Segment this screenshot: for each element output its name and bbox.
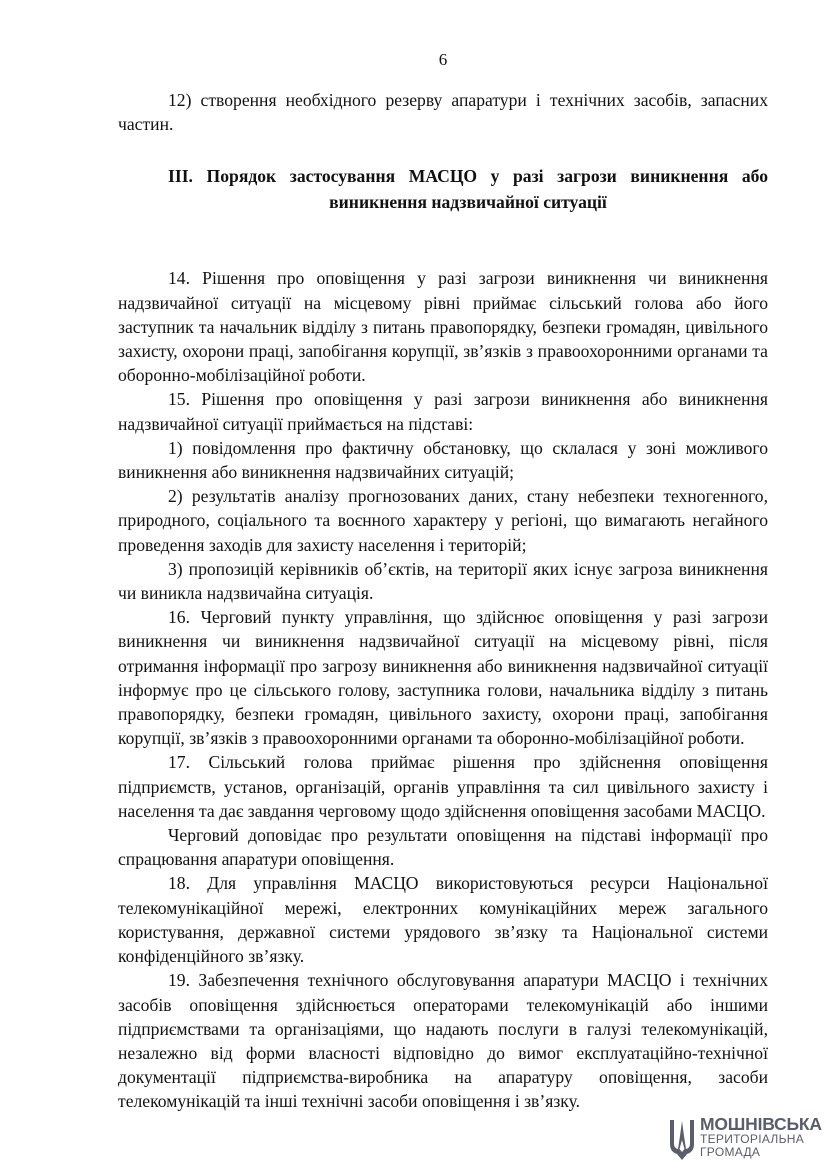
logo-line2: ТЕРИТОРІАЛЬНА (700, 1132, 805, 1146)
section-heading: ІІІ. Порядок застосування МАСЦО у разі загрози виникнення або виникнення надзвичайної ситуації (168, 166, 768, 213)
paragraph-18: 18. Для управління МАСЦО використовуються ресурси Національної телекомунікаційної мережі, електронних комунікаційних мереж загального користування, державної системи урядового зв’язку та Національної системи конфіденційного зв’язку. (118, 873, 768, 967)
paragraph-15: 15. Рішення про оповіщення у разі загрози виникнення або виникнення надзвичайної ситуації приймається на підставі: (118, 389, 768, 434)
logo-text (700, 1115, 822, 1159)
paragraph-14: 14. Рішення про оповіщення у разі загрози виникнення чи виникнення надзвичайної ситуації на місцевому рівні приймає сільський голова або його заступник та начальник відділу з питань правопорядку, безпеки громадян, цивільного захисту, охорони праці, запобігання корупції, зв’язків з правоохоронними органами та оборонно-мобілізаційної роботи. (118, 268, 768, 386)
list-item-12: 12) створення необхідного резерву апаратури і технічних засобів, запасних частин. (118, 90, 768, 135)
community-logo (668, 1114, 822, 1163)
paragraph-16: 16. Черговий пункту управління, що здійснює оповіщення у разі загрози виникнення чи виникнення надзвичайної ситуації на місцевому рівні, після отримання інформації про загрозу виникнення або виникнення надзвичайної ситуації інформує про це сільського голову, заступника голови, начальника відділу з питань правопорядку, безпеки громадян, цивільного захисту, охорони праці, запобігання корупції, зв’язків з правоохоронними органами та оборонно-мобілізаційної роботи. (118, 607, 768, 749)
page-number: 6 (438, 50, 448, 69)
subitem-15-3: 3) пропозицій керівників об’єктів, на території яких існує загроза виникнення чи виникла надзвичайна ситуація. (118, 558, 768, 604)
subitem-15-1: 1) повідомлення про фактичну обстановку, що склалася у зоні можливого виникнення або виникнення надзвичайних ситуацій; (118, 437, 768, 483)
paragraph-19: 19. Забезпечення технічного обслуговування апаратури МАСЦО і технічних засобів оповіщення здійснюється операторами телекомунікацій або іншими підприємствами та організаціями, що надають послуги в галузі телекомунікацій, незалежно від форми власності відповідно до вимог експлуатаційно-технічної документації підприємства-виробника на апаратуру оповіщення, засоби телекомунікацій та інші технічні засоби оповіщення і зв’язку. (118, 970, 768, 1112)
logo-line1: МОШНІВСЬКА (700, 1114, 822, 1134)
trident-icon (668, 1118, 696, 1162)
paragraph-17-report: Черговий доповідає про результати оповіщення на підставі інформації про спрацювання апаратури оповіщення. (118, 825, 768, 870)
subitem-15-2: 2) результатів аналізу прогнозованих даних, стану небезпеки техногенного, природного, соціального та воєнного характеру у регіоні, що вимагають негайного проведення заходів для захисту населення і територій; (118, 486, 768, 555)
document-body (118, 88, 768, 1114)
logo-line3: ГРОМАДА (700, 1145, 761, 1159)
paragraph-17: 17. Сільський голова приймає рішення про здійснення оповіщення підприємств, установ, організацій, органів управління та сил цивільного захисту і населення та дає завдання черговому щодо здійснення оповіщення засобами МАСЦО. (118, 752, 768, 821)
